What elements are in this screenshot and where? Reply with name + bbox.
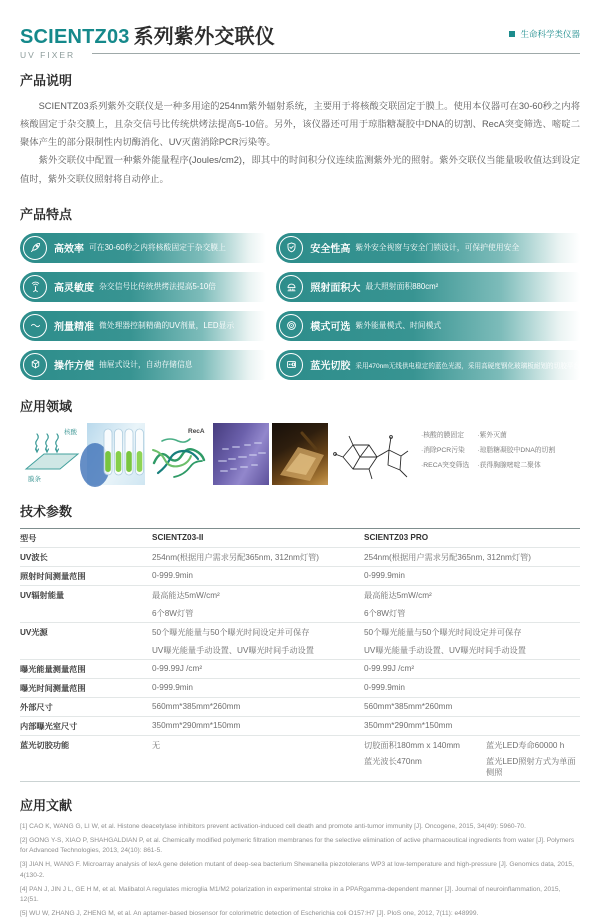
label-membrane-strip: 膜条: [28, 475, 41, 483]
square-bullet-icon: [509, 31, 515, 37]
header: [20, 20, 580, 60]
label-reca: RecA: [188, 427, 205, 435]
tubes-photo: [87, 423, 145, 485]
spec-row-uv-wavelength: UV波长 254nm(根据用户需求另配365nm, 312nm灯管) 254nm(根据用户需求另配365nm, 312nm灯管): [20, 548, 580, 567]
reference-4: [4] PAN J, JIN J L, GE H M, et al. Malibatol A regulates microglia M1/M2 polarization in experimental stroke in a PPARgamma-dependent manner [J]. Journal of neuroinflammation, 2015, 12(51.: [20, 885, 561, 904]
bullet-item: ·获得胸腺嘧啶二聚体: [477, 461, 541, 469]
spec-row-manual-settings: UV曝光能量手动设置、UV曝光时间手动设置 UV曝光能量手动设置、UV曝光时间手动设置: [20, 641, 580, 660]
chemical-structure-drawing: [331, 423, 411, 485]
feature-desc: 紫外能量模式、时间模式: [355, 321, 442, 331]
rocket-icon: [23, 236, 47, 260]
description-paragraph-1: SCIENTZ03系列紫外交联仪是一种多用途的254nm紫外辐射系统，主要用于将核酸交联固定于膜上。使用本仪器可在30-60秒之内将核酸固定于杂交膜上，且杂交信号比传统烘烤法提高5-10倍。另外，该仪器还可用于琼脂糖凝胶中DNA的切割、RecA突变筛选、嘧啶二聚体产生的部分限制性内切酶消化、UV灭菌消除PCR污染等。: [20, 101, 580, 148]
feature-precise-dose: [20, 311, 266, 341]
feature-desc: 抽屉式设计，自动存储信息: [99, 360, 193, 370]
spec-row-lamps: 6个8W灯管 6个8W灯管: [20, 604, 580, 623]
blue-gel-details: 切胶面积180mm x 140mm 蓝光LED寿命60000 h 蓝光波长470nm 蓝光LED照射方式为单面侧照: [364, 740, 576, 777]
feature-high-sensitivity: [20, 272, 266, 302]
reference-3: [3] JIAN H, WANG F. Microarray analysis of lexA gene deletion mutant of deep-sea bacterium Shewanella piezotolerans WP3 at low-temperature and high-pressure [J]. Genomics data, 2015, 4(130-2.: [20, 861, 574, 879]
spec-row-uv-energy: UV辐射能量 最高能达5mW/cm² 最高能达5mW/cm²: [20, 590, 432, 600]
section-heading-specs: 技术参数: [20, 503, 73, 519]
subtitle: UV FIXER: [20, 50, 76, 60]
feature-title: 高灵敏度: [54, 283, 94, 295]
spec-row-external-size: 外部尺寸 560mm*385mm*260mm 560mm*385mm*260mm: [20, 698, 580, 717]
gel-photo: [213, 423, 269, 485]
reca-protein-structure: [148, 423, 210, 485]
feature-high-efficiency: [20, 233, 266, 263]
bullet-item: ·RECA突变筛选: [421, 461, 470, 469]
spec-row-irradiation-time: 照射时间测量范围 0-999.9min 0-999.9min: [20, 567, 580, 586]
feature-large-area: [276, 272, 580, 302]
feature-title: 安全性高: [310, 244, 351, 256]
feature-title: 模式可选: [310, 322, 351, 334]
application-bullets: [421, 429, 555, 474]
label-nucleic-acid: 核酸: [64, 428, 77, 436]
brand-name: SCIENTZ03: [20, 26, 130, 48]
section-heading-features: 产品特点: [20, 206, 73, 222]
feature-desc: 最大照射面积880cm²: [365, 282, 439, 292]
model-name-1: SCIENTZ03-II: [152, 532, 204, 542]
bullet-item: ·核酸的膜固定: [421, 431, 465, 439]
reference-5: [5] WU W, ZHANG J, ZHENG M, et al. An aptamer-based biosensor for colorimetric detection of Escherichia coli O157:H7 [J]. PloS one, 2012, 7(11): e48999.: [20, 910, 479, 918]
feature-high-safety: [276, 233, 580, 263]
bullet-item: ·紫外灭菌: [477, 431, 507, 439]
gel-imager-icon: [279, 353, 303, 377]
wave-dial-icon: [23, 314, 47, 338]
feature-desc: 紫外安全视窗与安全门锁设计，可保护使用安全: [355, 243, 520, 253]
concentric-rings-icon: [279, 314, 303, 338]
section-heading-literature: 应用文献: [20, 797, 73, 813]
feature-desc: 采用470nm无线供电稳定的蓝色光源，采用高硬度钢化玻璃板耐划的切胶平台: [355, 362, 580, 370]
reference-1: [1] CAO K, WANG G, LI W, et al. Histone deacetylase inhibitors prevent activation-induced cell death and promote anti-tumor immunity [J]. Oncogene, 2015, 34(49): 5960-70.: [20, 822, 526, 830]
feature-title: 操作方便: [54, 361, 94, 373]
feature-desc: 杂交信号比传统烘烤法提高5-10倍: [99, 282, 216, 292]
bullet-column-2: [477, 429, 555, 474]
feature-mode-select: [276, 311, 580, 341]
feature-title: 剂量精准: [54, 322, 94, 334]
feature-desc: 可在30-60秒之内将核酸固定于杂交膜上: [89, 243, 226, 253]
bullet-item: ·琼脂糖凝胶中DNA的切割: [477, 446, 556, 454]
features-grid: [20, 233, 580, 380]
spec-label: 型号: [20, 533, 37, 543]
reference-2: [2] GONG Y-S, XIAO P, SHAHGALDIAN P, et al. Chemically modified polymeric filtration membranes for the selective elimination of active pharmaceutical ingredients from water [J]. Polymers for Advanced Technologies, 2013, 24(10): 861-5.: [20, 836, 575, 855]
model-name-2: SCIENTZ03 PRO: [364, 532, 429, 542]
feature-easy-operation: [20, 350, 266, 380]
feature-title: 高效率: [54, 244, 84, 256]
spec-row-exposure-time-range: 曝光时间测量范围 0-999.9min 0-999.9min: [20, 679, 580, 698]
feature-title: 照射面积大: [310, 283, 361, 295]
spec-row-chamber-size: 内部曝光室尺寸 350mm*290mm*150mm 350mm*290mm*150mm: [20, 717, 580, 736]
section-heading-description: 产品说明: [20, 73, 73, 88]
description-paragraph-2: 紫外交联仪中配置一种紫外能量程序(Joules/cm2)，即其中的时间积分仪连续监测紫外光的照射。紫外交联仪当能量吸收值达到设定值时，紫外交联仪照射将自动停止。: [20, 155, 580, 184]
application-images: [20, 423, 411, 485]
category-label: 生命科学类仪器: [520, 29, 580, 39]
membrane-illustration: [20, 423, 84, 485]
uv-transilluminator-photo: [272, 423, 328, 485]
spec-table: [20, 528, 580, 782]
antenna-icon: [23, 275, 47, 299]
spec-row-exposure-energy-range: 曝光能量测量范围 0-99.99J /cm² 0-99.99J /cm²: [20, 660, 580, 679]
category-badge: [509, 28, 580, 40]
spec-row-uv-source: UV光源 50个曝光能量与50个曝光时间设定并可保存 50个曝光能量与50个曝光时间设定并可保存: [20, 627, 522, 637]
feature-title: 蓝光切胶: [310, 361, 351, 373]
shield-check-icon: [279, 236, 303, 260]
bullet-item: ·消除PCR污染: [421, 446, 465, 454]
cube-icon: [23, 353, 47, 377]
applications-row: [20, 423, 580, 485]
feature-blue-light-gel: [276, 350, 580, 380]
lamp-icon: [279, 275, 303, 299]
spec-row-blue-light-gel: 蓝光切胶功能 无 切胶面积180mm x 140mm 蓝光LED寿命60000 h 蓝光波长470nm 蓝光LED照射方式为单面侧照: [20, 736, 580, 782]
feature-desc: 微处理器控制精确的UV剂量，LED显示: [99, 321, 235, 331]
spec-header-row: [20, 529, 580, 548]
bullet-column-1: [421, 429, 469, 474]
section-heading-applications: 应用领域: [20, 398, 73, 414]
page-title: [20, 20, 275, 49]
product-title: 系列紫外交联仪: [133, 26, 276, 48]
